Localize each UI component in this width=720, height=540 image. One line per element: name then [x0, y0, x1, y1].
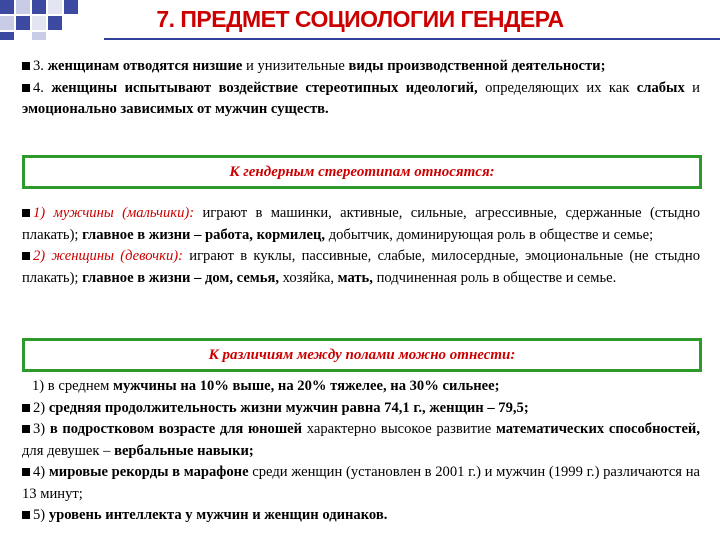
intro-block [22, 56, 700, 121]
item-number: 4) [33, 464, 49, 480]
bold-text: математических способностей, [495, 421, 700, 437]
text: характерно высокое развитие [302, 421, 496, 437]
item-number: 5) [33, 507, 49, 523]
bold-text: мать, [337, 269, 373, 286]
bold-text: эмоционально зависимых от мужчин существ. [22, 101, 329, 117]
deco-square [32, 16, 46, 30]
differences-block [22, 376, 700, 527]
bullet-icon [22, 404, 30, 412]
list-item [22, 505, 700, 527]
text: подчиненная роль в обществе и семье. [372, 269, 617, 286]
bold-text: мужчины на 10% выше, на 20% тяжелее, на 30% сильнее; [113, 378, 500, 394]
bold-text: вербальные навыки; [114, 442, 254, 459]
list-item [22, 398, 700, 420]
list-item [22, 203, 700, 246]
deco-square [0, 0, 14, 14]
deco-square [48, 0, 62, 14]
bold-text: женщины испытывают воздействие стереотипных идеологий, [51, 79, 478, 96]
text: для девушек – [22, 442, 115, 459]
bullet-icon [22, 252, 30, 260]
deco-square [32, 0, 46, 14]
item-number: 2) [33, 399, 49, 416]
bold-text: в подростковом возрасте для юношей [49, 421, 303, 437]
deco-square [32, 32, 46, 40]
deco-square [16, 0, 30, 14]
text: определяющих их как [477, 79, 637, 96]
deco-square [64, 0, 78, 14]
bold-text: средняя продолжительность жизни мужчин равна 74,1 г., женщин – 79,5; [48, 399, 529, 416]
text: хозяйка, [279, 269, 338, 286]
bold-text: слабых [636, 79, 685, 96]
bullet-icon [22, 511, 30, 519]
bold-text: главное в жизни – работа, кормилец, [82, 226, 326, 243]
text: играют в куклы, пассивные, слабые, милосердные, эмоциональные (не стыдно плакать); [22, 248, 700, 286]
stereotypes-header-box: К гендерным стереотипам относятся: [22, 155, 702, 189]
deco-square [0, 16, 14, 30]
bold-text: главное в жизни – дом, семья, [82, 269, 279, 286]
list-item [22, 376, 700, 398]
text: и [684, 79, 700, 96]
text: 1) в среднем [32, 378, 113, 394]
text: и унизительные [242, 58, 349, 74]
list-item [22, 462, 700, 505]
list-item [22, 78, 700, 121]
bold-text: виды производственной деятельности; [348, 58, 606, 74]
item-number: 4. [33, 79, 52, 96]
text: добытчик, доминирующая роль в обществе и семье; [325, 226, 654, 243]
item-number: 3. [33, 58, 48, 74]
bullet-icon [22, 209, 30, 217]
category-label: 2) женщины (девочки): [33, 248, 183, 264]
list-item [22, 419, 700, 462]
text: среди женщин (установлен в 2001 г.) и мужчин (1999 г.) различаются на 13 минут; [22, 464, 700, 502]
bullet-icon [22, 84, 30, 92]
stereotypes-block [22, 203, 700, 289]
deco-square [0, 32, 14, 40]
bullet-icon [22, 62, 30, 70]
item-number: 3) [33, 421, 50, 437]
bullet-icon [22, 425, 30, 433]
title-underline [104, 38, 720, 40]
deco-square [48, 16, 62, 30]
page-title: 7. ПРЕДМЕТ СОЦИОЛОГИИ ГЕНДЕРА [156, 6, 564, 32]
list-item [22, 246, 700, 289]
deco-square [16, 16, 30, 30]
bold-text: уровень интеллекта у мужчин и женщин одинаков. [48, 507, 388, 523]
text: играют в машинки, активные, сильные, агрессивные, сдержанные (стыдно плакать); [22, 205, 701, 243]
bullet-icon [22, 468, 30, 476]
list-item [22, 56, 700, 78]
category-label: 1) мужчины (мальчики): [33, 205, 195, 221]
bold-text: мировые рекорды в марафоне [48, 464, 249, 480]
differences-header-box: К различиям между полами можно отнести: [22, 338, 702, 372]
bold-text: женщинам отводятся низшие [47, 58, 243, 74]
